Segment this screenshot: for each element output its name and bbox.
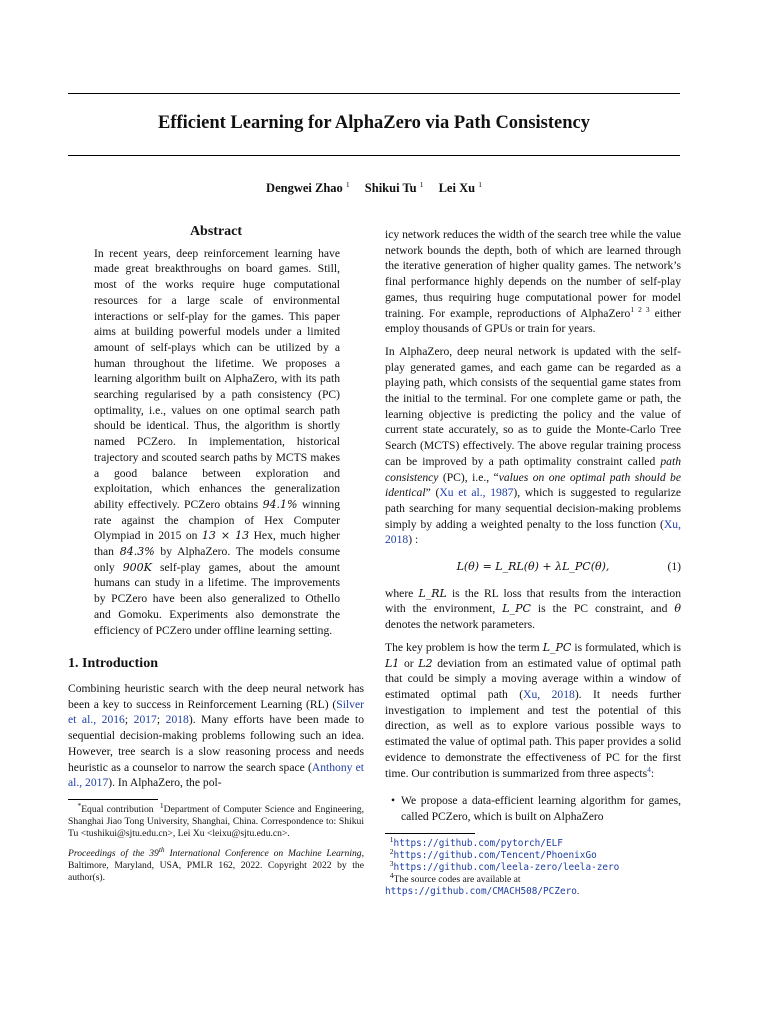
affiliation-footnote: *Equal contribution $^1$Department of Computer Science and Engineering, Shanghai Jiao Tong University, Shanghai, China. Correspondence to: Shikui Tu <tushikui@sjtu.edu.cn>, Lei Xu <leixu@sjtu.edu.cn>. [68, 800, 364, 840]
citation-link[interactable]: Anthony et al., 2017 [68, 760, 364, 790]
section-heading-introduction: 1. Introduction [68, 656, 158, 672]
footnote-url-link[interactable]: https://github.com/leela-zero/leela-zero [393, 862, 620, 874]
abstract-paragraph: In recent years, deep reinforcement learning have made great breakthroughs on board games. Still, most of the works require huge computational resources for a large scale of environmental interactions or self-play for the games. This paper aims at building powerful models under a limited amount of self-plays which can be utilized by a human throughout the lifetime. We proposes a learning algorithm built on AlphaZero, with its path searching regularised by a path consistency (PC) optimality, i.e., values on one optimal search path should be identical. Thus, the algorithm is shortly named PCZero. In implementation, historical trajectory and scouted search paths by MCTS makes a good balance between exploration and exploitation, which enhances the generalization ability effectively. PCZero obtains 94.1% winning rate against the champion of Hex Computer Olympiad in 2015 on 13 × 13 Hex, much higher than 84.3% by AlphaZero. The models consume only 900K self-play games, about the amount humans can study in a lifetime. The improvements by PCZero have been also generalized to Othello and Gomoku. Experiments also demonstrate the efficiency of PCZero under offline learning setting. [94, 246, 340, 637]
author: Dengwei Zhao $^1$ [266, 179, 350, 195]
source-code-footnote: $^4$The source codes are available at https://github.com/CMACH508/PCZero. [385, 871, 580, 898]
citation-link[interactable]: Xu, 2018 [523, 687, 575, 701]
left-column [68, 224, 364, 884]
citation-link[interactable]: Xu, 2018 [385, 517, 681, 547]
intro-paragraph: Combining heuristic search with the deep neural network has been a key to success in Reinforcement Learning (RL) (Silver et al., 2016; 2017; 2018). Many efforts have been made to sequential decision-making problems following such an idea. However, tree search is a slow reasoning process and needs heuristic as a counselor to narrow the search space (Anthony et al., 2017). In AlphaZero, the pol- [68, 681, 364, 790]
body-paragraph: icy network reduces the width of the search tree while the value network bounds the depth, both of which are learned through the iterative generation of higher quality games. The network’s final performance highly depends on the number of self-play games, thus requiring huge computational power for model training. For example, reproductions of AlphaZero$^{1 2 3}$ either employ thousands of GPUs or train for years. [385, 228, 681, 336]
abstract-heading: Abstract [189, 224, 243, 239]
right-column [385, 227, 681, 899]
footnote-ref[interactable]: 4 [647, 764, 651, 774]
body-paragraph: where L_RL is the RL loss that results from the interaction with the environment, L_PC is the PC constraint, and θ denotes the network parameters. [385, 586, 682, 632]
body-paragraph: In AlphaZero, deep neural network is updated with the self-play generated games, and each game can be regarded as a playing path, which consists of the sequential game states from the initial to the terminal. For one complete game or path, the learning objective is predicting the policy and the value of current state accurately, so as to guide the Monte-Carlo Tree Search (MCTS) effectively. The above regular training process can be improved by a path optimality constraint called path consistency (PC), i.e., “values on one optimal path should be identical” (Xu et al., 1987), which is suggested to regularize path searching for many sequential decision-making problems simply by adding a weighted penalty to the loss function (Xu, 2018) : [385, 344, 681, 547]
contribution-bullet [385, 793, 681, 824]
author-list [68, 181, 680, 196]
url-footnote: $^3$https://github.com/leela-zero/leela-zero [389, 858, 620, 874]
title-bottom-rule [68, 155, 680, 156]
author: Shikui Tu $^1$ [364, 179, 424, 195]
paper-title: Efficient Learning for AlphaZero via Path Consistency [157, 113, 590, 133]
proceedings-footnote: Proceedings of the 39th International Conference on Machine Learning, Baltimore, Maryland, USA, PMLR 162, 2022. Copyright 2022 by the author(s). [68, 844, 364, 883]
source-code-link[interactable]: https://github.com/CMACH508/PCZero [385, 886, 577, 898]
abstract-body [68, 246, 364, 639]
url-footnote: $^2$https://github.com/Tencent/PhoenixGo [389, 846, 597, 861]
bullet-icon: • [390, 794, 396, 808]
citation-link[interactable]: 2018 [165, 713, 189, 727]
footnote-ref[interactable]: 1 2 3 [630, 304, 650, 314]
bullet-text: We propose a data-efficient learning algorithm for games, called PCZero, which is built on AlphaZero [401, 794, 681, 823]
citation-link[interactable]: Silver et al., 2016 [68, 697, 364, 727]
equation-body: L(θ) = L_RL(θ) + λL_PC(θ), [456, 560, 610, 574]
footnote-rule [385, 833, 475, 834]
citation-link[interactable]: Xu et al., 1987 [439, 486, 514, 500]
footnote-url-link[interactable]: https://github.com/pytorch/ELF [393, 837, 563, 849]
footnote-url-link[interactable]: https://github.com/Tencent/PhoenixGo [393, 849, 597, 861]
footnote-rule [68, 799, 158, 800]
equation-1 [385, 559, 681, 575]
url-footnote: $^1$https://github.com/pytorch/ELF [389, 834, 563, 849]
equation-number: (1) [667, 560, 681, 574]
citation-link[interactable]: 2017 [133, 713, 157, 727]
top-rule [68, 93, 680, 94]
body-paragraph: The key problem is how the term L_PC is formulated, which is L1 or L2 deviation from an estimated value of optimal path that could be simply a moving average within a window of estimated optimal path (Xu, 2018). It needs further investigation to implement and test the potential of this direction, as well as to explore various possible ways to estimated the value of optimal path. This paper provides a solid evidence to demonstrate the effectiveness of PC for the first time. Our contribution is summarized from three aspects$^4$: [385, 640, 681, 780]
author: Lei Xu $^1$ [438, 179, 482, 195]
